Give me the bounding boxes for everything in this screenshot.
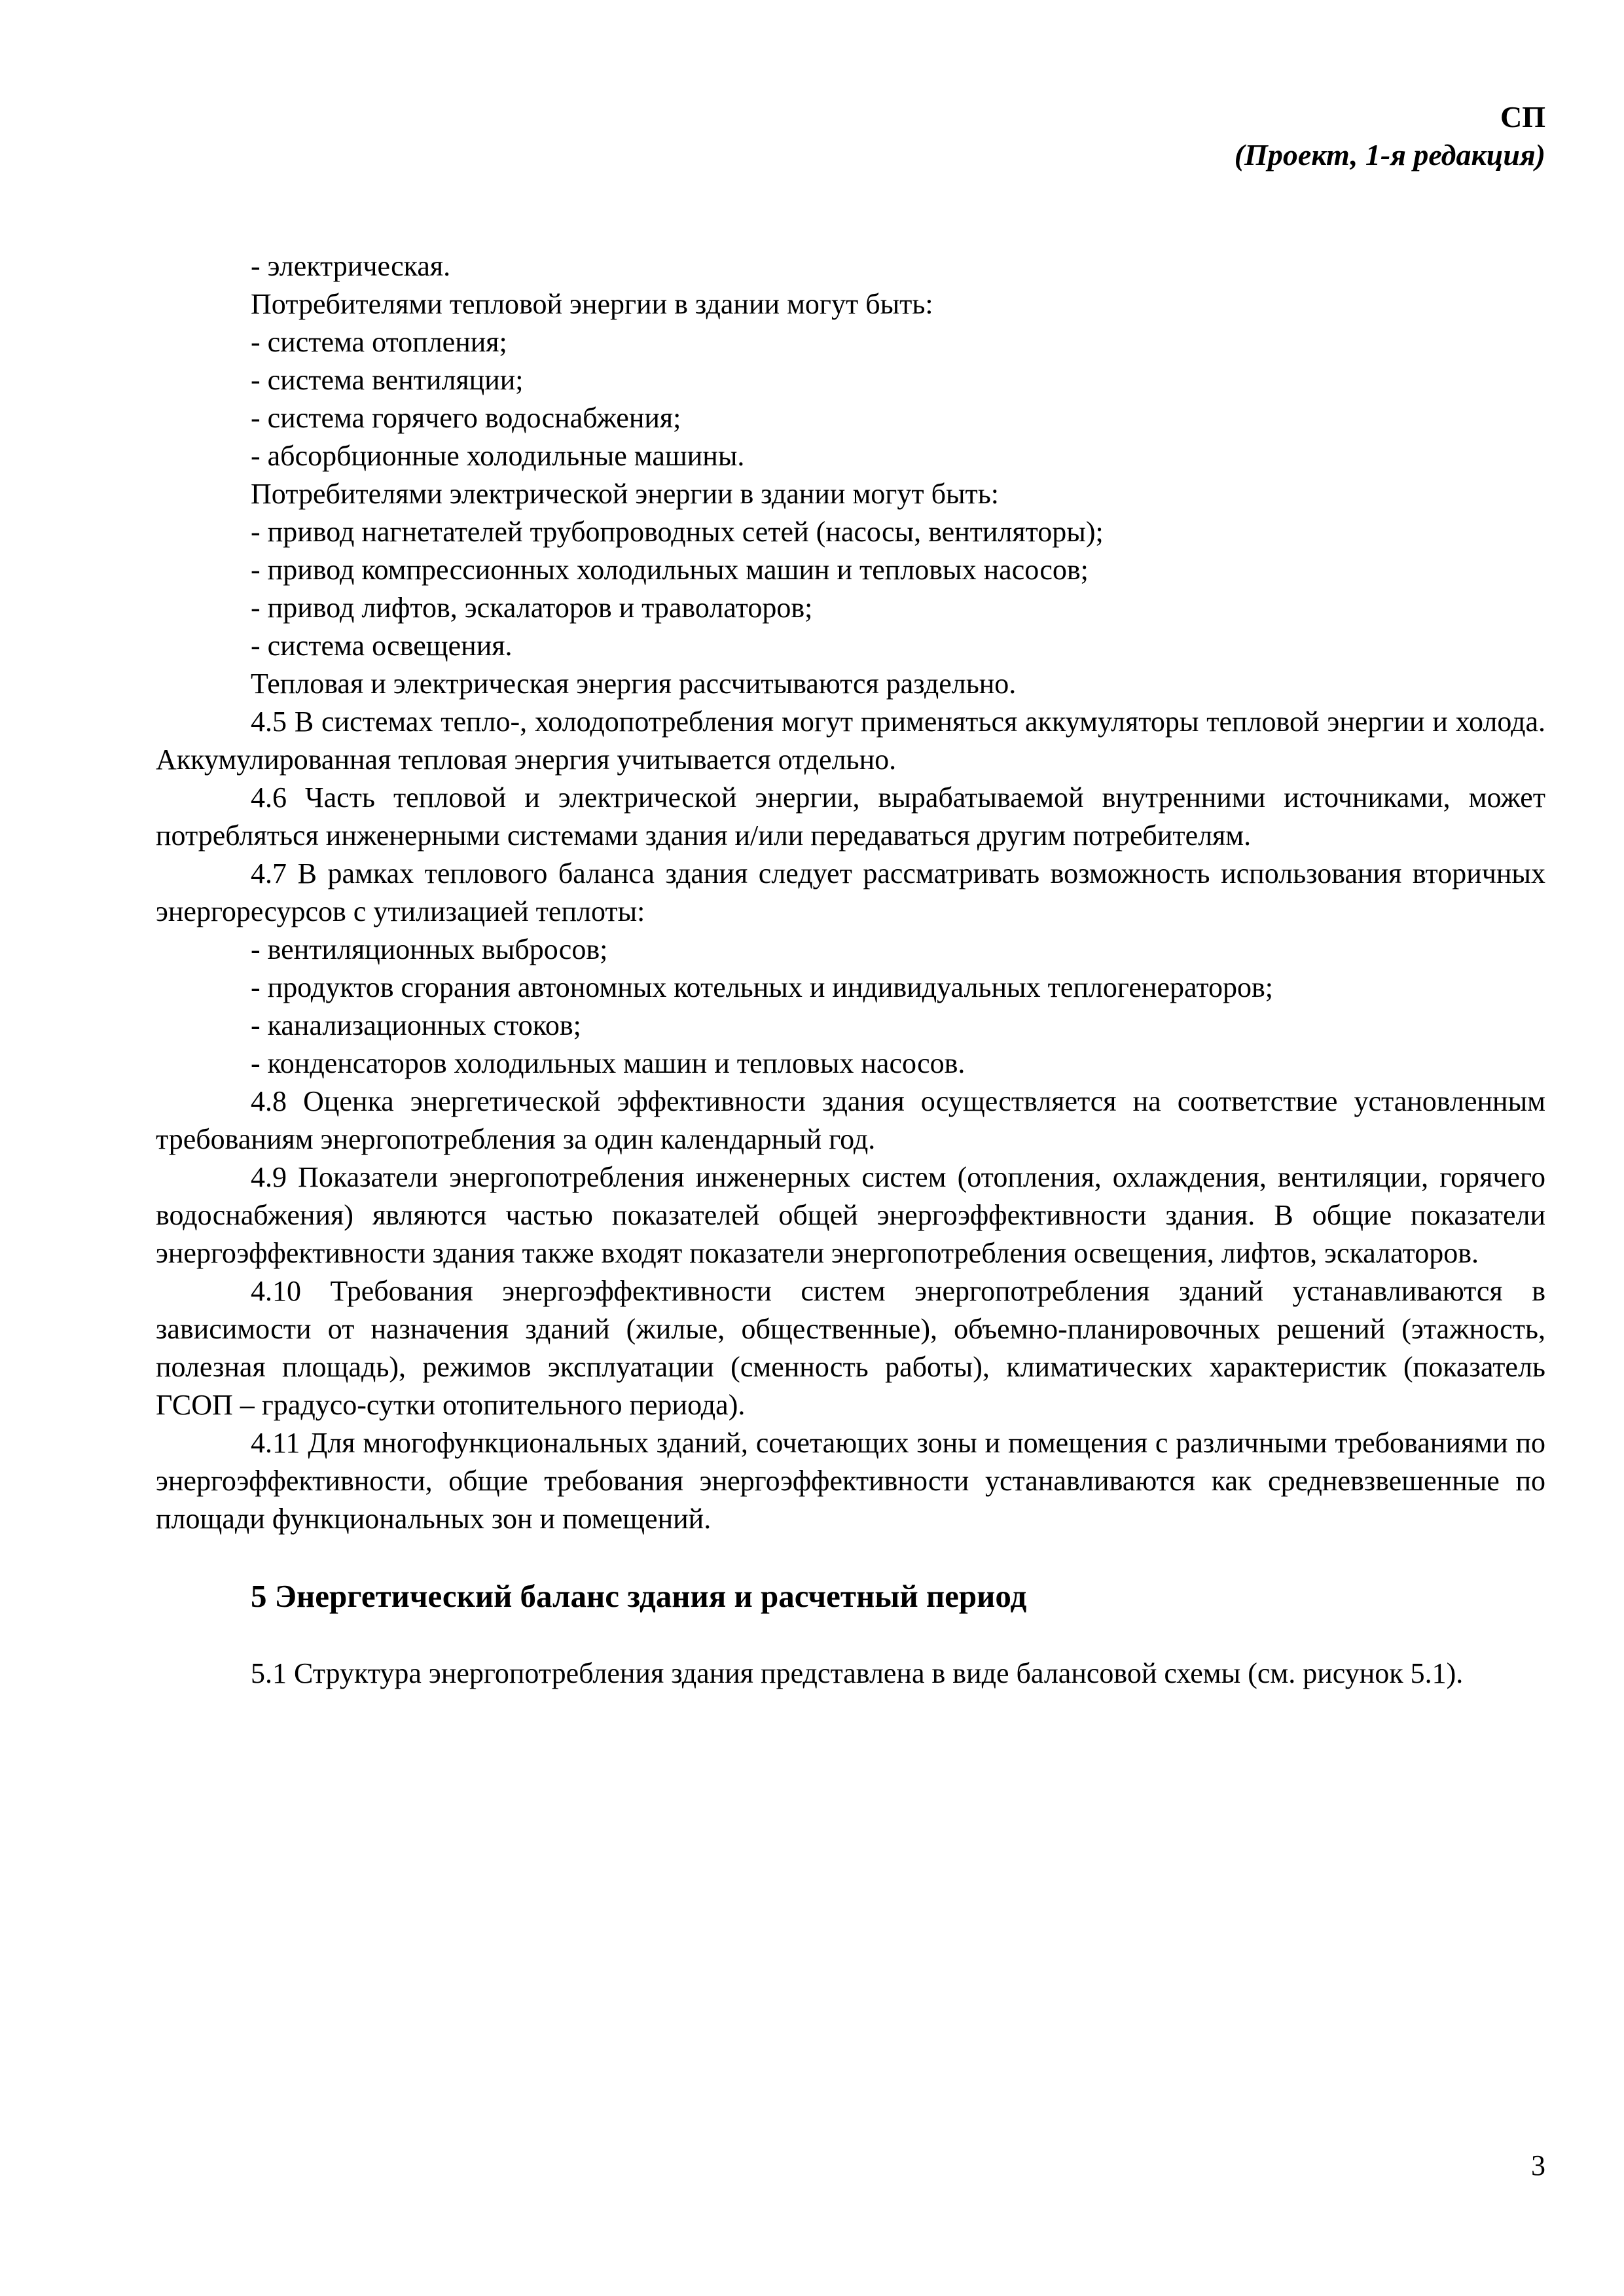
document-code: СП — [1500, 100, 1545, 134]
list-item: - канализационных стоков; — [251, 1009, 581, 1041]
paragraph-4-11: 4.11 Для многофункциональных зданий, сочетающих зоны и помещения с различными требованиями по энергоэффективности, общие требования энергоэффективности устанавливаются как средневзвешенные по площади функциональных зон и помещений. — [156, 1427, 1545, 1535]
document-edition: (Проект, 1-я редакция) — [1234, 138, 1545, 171]
list-item: - вентиляционных выбросов; — [251, 933, 608, 965]
paragraph-5-1: 5.1 Структура энергопотребления здания представлена в виде балансовой схемы (см. рисунок 5.1). — [251, 1657, 1464, 1689]
list-item: - привод лифтов, эскалаторов и траволаторов; — [251, 592, 813, 624]
list-item: - система вентиляции; — [251, 364, 524, 396]
section-5-heading: 5 Энергетический баланс здания и расчетный период — [251, 1578, 1027, 1614]
paragraph-heat-consumers-intro: Потребителями тепловой энергии в здании могут быть: — [251, 288, 933, 320]
list-item: - система отопления; — [251, 326, 507, 358]
paragraph-4-8: 4.8 Оценка энергетической эффективности здания осуществляется на соответствие установленным требованиям энергопотребления за один календарный год. — [156, 1085, 1545, 1155]
list-item: - абсорбционные холодильные машины. — [251, 440, 745, 472]
list-item: - привод компрессионных холодильных машин и тепловых насосов; — [251, 554, 1089, 586]
paragraph-separate-calc: Тепловая и электрическая энергия рассчитываются раздельно. — [251, 668, 1017, 700]
paragraph-4-10: 4.10 Требования энергоэффективности систем энергопотребления зданий устанавливаются в зависимости от назначения зданий (жилые, общественные), объемно-планировочных решений (этажность, полезная площадь), режимов эксплуатации (сменность работы), климатических характеристик (показатель ГСОП – градусо-сутки отопительного периода). — [156, 1275, 1545, 1421]
paragraph-4-7: 4.7 В рамках теплового баланса здания следует рассматривать возможность использования вторичных энергоресурсов с утилизацией теплоты: — [156, 857, 1545, 927]
list-item: - конденсаторов холодильных машин и тепловых насосов. — [251, 1047, 965, 1079]
page-number: 3 — [1531, 2149, 1545, 2181]
list-item: - система горячего водоснабжения; — [251, 402, 681, 434]
list-item: - продуктов сгорания автономных котельных и индивидуальных теплогенераторов; — [251, 971, 1273, 1003]
document-header — [1235, 98, 1545, 174]
paragraph-electric-consumers-intro: Потребителями электрической энергии в здании могут быть: — [251, 478, 1000, 510]
list-item: - привод нагнетателей трубопроводных сетей (насосы, вентиляторы); — [251, 516, 1104, 548]
list-item: - система освещения. — [251, 630, 513, 662]
document-body — [156, 247, 1545, 1693]
paragraph-4-9: 4.9 Показатели энергопотребления инженерных систем (отопления, охлаждения, вентиляции, горячего водоснабжения) являются частью показателей общей энергоэффективности здания. В общие показатели энергоэффективности здания также входят показатели энергопотребления освещения, лифтов, эскалаторов. — [156, 1161, 1545, 1269]
paragraph-4-5: 4.5 В системах тепло-, холодопотребления могут применяться аккумуляторы тепловой энергии и холода. Аккумулированная тепловая энергия учитывается отдельно. — [156, 706, 1545, 776]
list-item: - электрическая. — [251, 250, 451, 282]
paragraph-4-6: 4.6 Часть тепловой и электрической энергии, вырабатываемой внутренними источниками, может потребляться инженерными системами здания и/или передаваться другим потребителям. — [156, 781, 1545, 852]
